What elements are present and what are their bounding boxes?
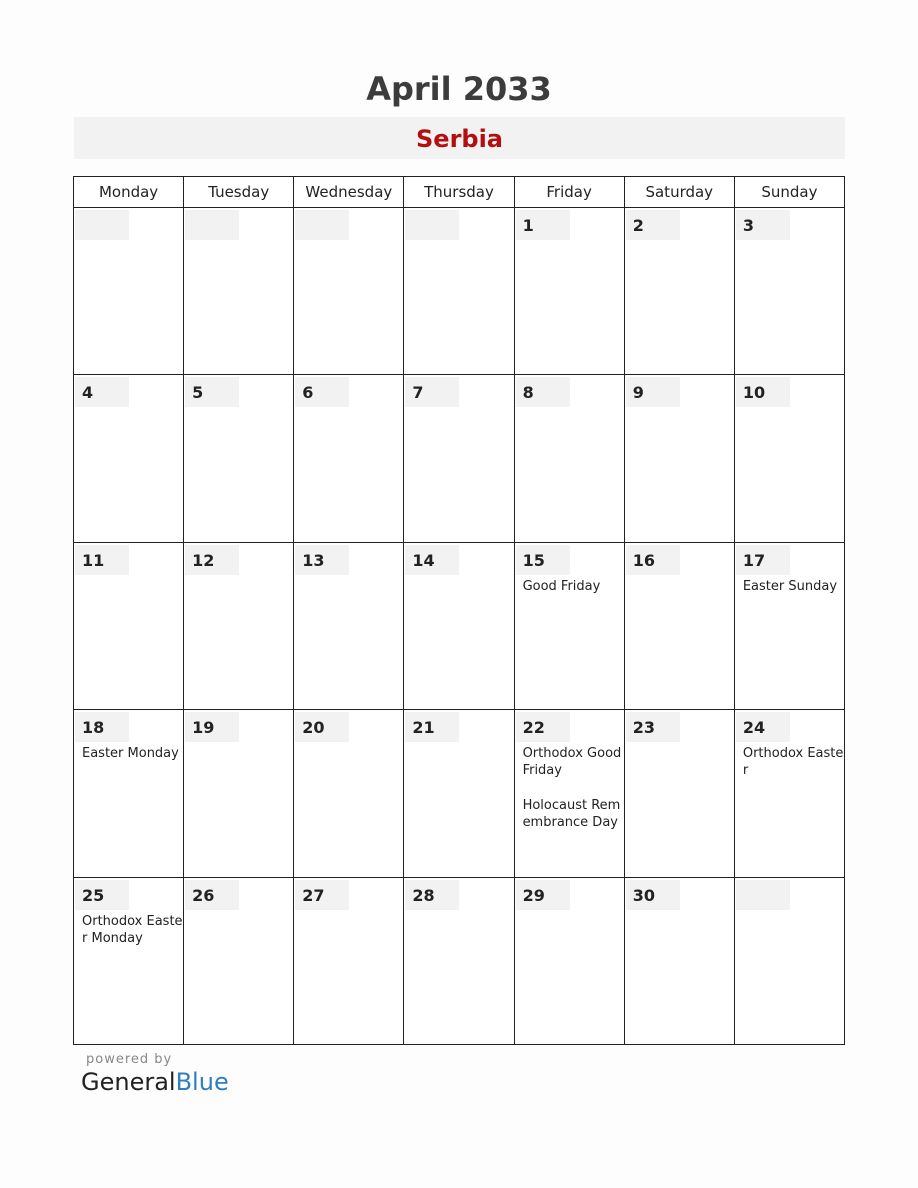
day-number: 4 (75, 377, 129, 407)
calendar-day-cell (294, 542, 404, 709)
day-number: 6 (295, 377, 349, 407)
day-number: 13 (295, 545, 349, 575)
day-events (515, 575, 624, 595)
calendar-day-cell (404, 542, 514, 709)
day-number: 22 (516, 712, 570, 742)
day-number: 16 (626, 545, 680, 575)
calendar-day-cell (184, 208, 294, 375)
calendar-day-cell (404, 375, 514, 542)
calendar-day-cell (74, 208, 184, 375)
day-number: 11 (75, 545, 129, 575)
day-number: 14 (405, 545, 459, 575)
weekday-header-row (74, 177, 845, 208)
calendar-day-cell (514, 375, 624, 542)
day-number: 7 (405, 377, 459, 407)
day-number (736, 880, 790, 910)
brand-logo[interactable] (81, 1068, 229, 1096)
powered-by-text: powered by (86, 1052, 173, 1067)
calendar-day-cell (184, 710, 294, 877)
day-events (74, 742, 183, 762)
calendar-week-row (74, 877, 845, 1044)
calendar-day-cell (74, 710, 184, 877)
day-number: 3 (736, 210, 790, 240)
holiday-label: Good Friday (522, 578, 601, 594)
day-number: 2 (626, 210, 680, 240)
day-number (295, 210, 349, 240)
day-number: 29 (516, 880, 570, 910)
day-number: 17 (736, 545, 790, 575)
weekday-header: Sunday (734, 177, 844, 208)
day-number: 24 (736, 712, 790, 742)
calendar-day-cell (294, 208, 404, 375)
day-number: 23 (626, 712, 680, 742)
day-number (75, 210, 129, 240)
day-number: 20 (295, 712, 349, 742)
calendar-week-row (74, 542, 845, 709)
day-number: 19 (185, 712, 239, 742)
calendar-day-cell (624, 375, 734, 542)
calendar-day-cell (294, 375, 404, 542)
day-number: 15 (516, 545, 570, 575)
day-events (515, 742, 624, 831)
calendar-day-cell (734, 710, 844, 877)
holiday-label: Orthodox Easter (742, 746, 844, 779)
day-events (735, 742, 844, 779)
calendar-day-cell (404, 208, 514, 375)
day-number: 12 (185, 545, 239, 575)
brand-logo-general: General (81, 1068, 176, 1096)
holiday-label: Easter Monday (82, 746, 179, 762)
calendar-day-cell (734, 375, 844, 542)
day-number: 30 (626, 880, 680, 910)
calendar-week-row (74, 375, 845, 542)
calendar-day-cell (734, 542, 844, 709)
day-number: 25 (75, 880, 129, 910)
calendar-day-cell (74, 542, 184, 709)
calendar-day-cell (184, 877, 294, 1044)
day-number: 8 (516, 377, 570, 407)
calendar-day-cell (404, 877, 514, 1044)
calendar-day-cell (734, 877, 844, 1044)
holiday-label: Orthodox Easter Monday (82, 913, 183, 946)
weekday-header: Monday (74, 177, 184, 208)
brand-logo-blue: Blue (175, 1068, 229, 1096)
calendar-day-cell (734, 208, 844, 375)
country-name: Serbia (416, 125, 503, 153)
calendar-day-cell (624, 710, 734, 877)
calendar-day-cell (514, 710, 624, 877)
calendar-day-cell (514, 208, 624, 375)
calendar-week-row (74, 710, 845, 877)
weekday-header: Saturday (624, 177, 734, 208)
day-number: 28 (405, 880, 459, 910)
holiday-label: Holocaust Remembrance Day (522, 798, 621, 831)
calendar-day-cell (294, 710, 404, 877)
calendar-day-cell (74, 375, 184, 542)
day-number: 18 (75, 712, 129, 742)
weekday-header: Wednesday (294, 177, 404, 208)
day-events (74, 910, 183, 947)
day-number (185, 210, 239, 240)
day-events (735, 575, 844, 595)
day-number: 21 (405, 712, 459, 742)
holiday-label: Easter Sunday (742, 578, 838, 594)
calendar-day-cell (514, 877, 624, 1044)
day-number: 27 (295, 880, 349, 910)
calendar-day-cell (514, 542, 624, 709)
holiday-label: Orthodox Good Friday (522, 746, 622, 779)
calendar-day-cell (624, 877, 734, 1044)
calendar-day-cell (74, 877, 184, 1044)
calendar-week-row (74, 208, 845, 375)
calendar-day-cell (624, 208, 734, 375)
calendar-day-cell (404, 710, 514, 877)
weekday-header: Friday (514, 177, 624, 208)
calendar-day-cell (294, 877, 404, 1044)
country-banner (74, 117, 845, 159)
page-title: April 2033 (366, 70, 552, 108)
weekday-header: Tuesday (184, 177, 294, 208)
day-number: 1 (516, 210, 570, 240)
day-number (405, 210, 459, 240)
weekday-header: Thursday (404, 177, 514, 208)
calendar-day-cell (184, 375, 294, 542)
day-number: 10 (736, 377, 790, 407)
day-number: 9 (626, 377, 680, 407)
day-number: 26 (185, 880, 239, 910)
calendar-grid (73, 176, 845, 1045)
calendar-day-cell (624, 542, 734, 709)
calendar-day-cell (184, 542, 294, 709)
day-number: 5 (185, 377, 239, 407)
